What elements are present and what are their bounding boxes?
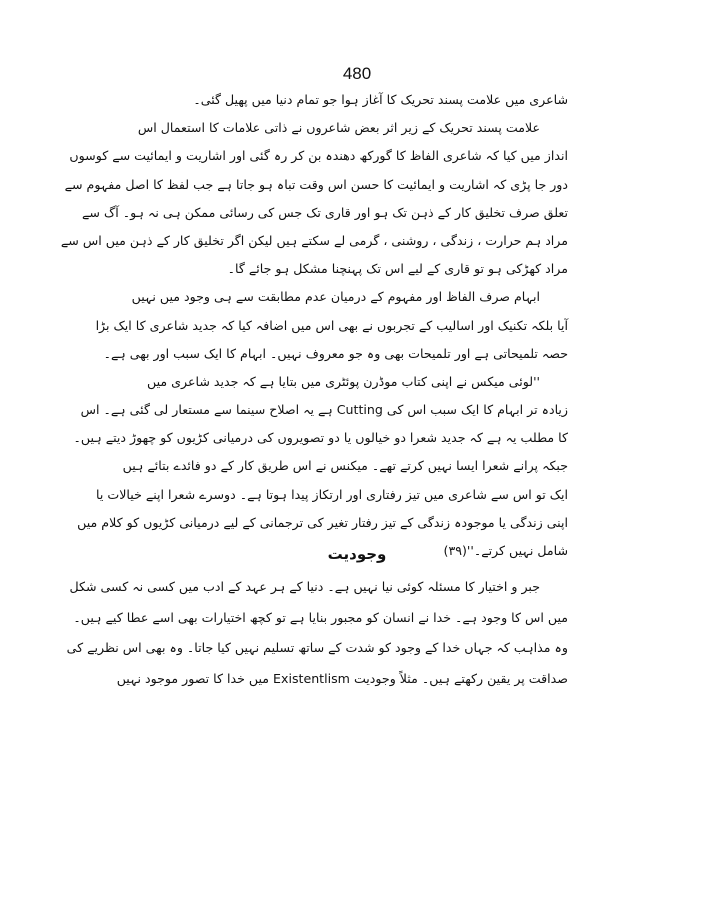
text-line: میں اس کا وجود ہے۔ خدا نے انسان کو مجبور بنایا ہے تو کچھ اختیارات بھی اسے عطا کیے ہیں۔	[73, 609, 568, 625]
text-line: مراد کھڑکی ہو تو قاری کے لیے اس تک پہنچنا مشکل ہو جائے گا۔	[227, 261, 568, 277]
text-line: جبر و اختیار کا مسئلہ کوئی نیا نہیں ہے۔ دنیا کے ہر عہد کے ادب میں کسی نہ کسی شکل	[69, 579, 540, 594]
text-line: مراد ہم حرارت ، زندگی ، روشنی ، گرمی لے سکتے ہیں لیکن اگر تخلیق کار کے ذہن میں اس سے	[60, 232, 568, 248]
section-heading-wujudiyat: وجودیت	[327, 545, 387, 563]
text-line: دور جا پڑی کہ اشاریت و ایمائیت کا حسن اس وقت تباہ ہو جاتا ہے جب لفظ کا اصل مفہوم سے	[64, 176, 568, 192]
text-line: آیا بلکہ تکنیک اور اسالیب کے تجربوں نے بھی اس میں اضافہ کیا کہ جدید شاعری کا ایک بڑا	[95, 317, 568, 333]
text-line: علامت پسند تحریک کے زیر اثر بعض شاعروں نے ذاتی علامات کا استعمال اس	[137, 120, 540, 136]
text-line: ایک تو اس سے شاعری میں تیز رفتاری اور ارتکاز پیدا ہوتا ہے۔ دوسرے شعرا اپنے خیالات یا	[96, 486, 568, 502]
body-text-section-1	[60, 86, 568, 565]
body-text-section-2	[66, 572, 568, 694]
text-line: شاعری میں علامت پسند تحریک کا آغاز ہوا جو تمام دنیا میں پھیل گئی۔	[193, 92, 568, 107]
text-line: حصہ تلمیحاتی ہے اور تلمیحات بھی وہ جو معروف نہیں۔ ابہام کا ایک سبب اور بھی ہے۔	[103, 345, 568, 361]
text-line: ابہام صرف الفاظ اور مفہوم کے درمیان عدم مطابقت سے ہی وجود میں نہیں	[131, 289, 540, 305]
text-line: شامل نہیں کرتے۔''(۳۹)	[443, 543, 568, 558]
text-line: زیادہ تر ابہام کا ایک سبب اس کی Cutting ہے یہ اصلاح سینما سے مستعار لی گئی ہے۔ اس	[80, 402, 568, 418]
text-line: اپنی زندگی یا موجودہ زندگی کے تیز رفتار تغیر کی ترجمانی کے لیے درمیانی کڑیوں کو کلام میں	[77, 514, 568, 530]
page-number: 480	[342, 64, 372, 83]
text-line: جبکہ پرانے شعرا ایسا نہیں کرتے تھے۔ میکنس نے اس طریق کار کے دو فائدے بتائے ہیں	[122, 458, 568, 474]
text-line: صداقت پر یقین رکھتے ہیں۔ مثلاً وجودیت Existentlism میں خدا کا تصور موجود نہیں	[116, 670, 568, 686]
text-line: کا مطلب یہ ہے کہ جدید شعرا دو خیالوں یا دو تصویروں کی درمیانی کڑیوں کو چھوڑ دیتے ہیں۔	[73, 430, 568, 446]
text-line: ''لوئی میکس نے اپنی کتاب موڈرن پوئٹری میں بتایا ہے کہ جدید شاعری میں	[147, 373, 540, 389]
text-line: وہ مذاہب کہ جہاں خدا کے وجود کو شدت کے ساتھ تسلیم نہیں کیا جاتا۔ وہ بھی اس نظریے کی	[66, 640, 568, 655]
text-line: انداز میں کیا کہ شاعری الفاظ کا گورکھ دھندہ بن کر رہ گئی اور اشاریت و ایمائیت سے کوسوں	[69, 148, 568, 164]
text-line: تعلق صرف تخلیق کار کے ذہن تک ہو اور قاری تک جس کی رسائی ممکن ہی نہ ہو۔ آگ سے	[82, 204, 568, 220]
